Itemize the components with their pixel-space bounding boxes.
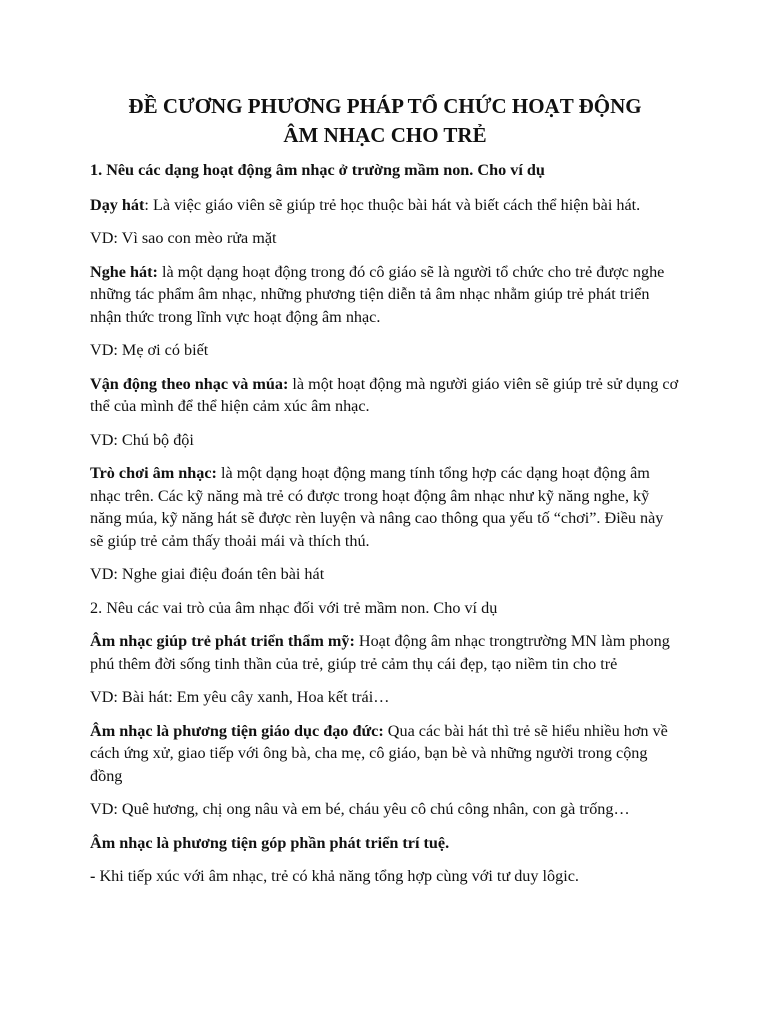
paragraph-dao-duc: [90, 720, 680, 788]
paragraph-nghe-hat: [90, 261, 680, 329]
example-2: VD: Mẹ ơi có biết: [90, 341, 209, 359]
example-5: VD: Bài hát: Em yêu cây xanh, Hoa kết trái…: [90, 688, 390, 706]
paragraph-tro-choi: [90, 462, 680, 552]
term-dao-duc: Âm nhạc là phương tiện giáo dục đạo đức:: [90, 721, 384, 740]
question-1: 1. Nêu các dạng hoạt động âm nhạc ở trường mầm non. Cho ví dụ: [90, 161, 545, 179]
text-day-hat: : Là việc giáo viên sẽ giúp trẻ học thuộc bài hát và biết cách thể hiện bài hát.: [144, 195, 641, 214]
heading-tri-tue: [90, 832, 680, 855]
term-nghe-hat: Nghe hát:: [90, 262, 158, 281]
text-dao-duc: Qua các bài hát thì trẻ sẽ hiểu nhiều hơn về cách ứng xử, giao tiếp với ông bà, cha mẹ, cô giáo, bạn bè và những người trong cộng đồng: [90, 721, 668, 785]
list-dash: -: [90, 867, 96, 885]
term-day-hat: Dạy hát: [90, 195, 145, 214]
text-tro-choi: là một dạng hoạt động mang tính tổng hợp các dạng hoạt động âm nhạc trên. Các kỹ năng mà trẻ có được trong hoạt động âm nhạc như kỹ năng nghe, kỹ năng múa, kỹ năng hát sẽ được rèn luyện và nâng cao thông qua yếu tố “chơi”. Điều này sẽ giúp trẻ cảm thấy thoải mái và thích thú.: [90, 464, 664, 550]
term-van-dong: Vận động theo nhạc và múa:: [90, 374, 289, 393]
paragraph-tu-duy: [90, 865, 680, 888]
example-3: VD: Chú bộ đội: [90, 430, 194, 449]
term-tham-my: Âm nhạc giúp trẻ phát triển thẩm mỹ:: [90, 632, 355, 650]
text-nghe-hat: là một dạng hoạt động trong đó cô giáo sẽ là người tổ chức cho trẻ được nghe những tác phẩm âm nhạc, những phương tiện diễn tả âm nhạc nhằm giúp trẻ phát triển nhận thức trong lĩnh vực hoạt động âm nhạc.: [90, 262, 665, 326]
paragraph-van-dong: [90, 373, 680, 418]
text-tham-my: Hoạt động âm nhạc trongtrường MN làm phong phú thêm đời sống tinh thần của trẻ, giúp trẻ cảm thụ cái đẹp, tạo niềm tin cho trẻ: [90, 632, 670, 673]
example-6: VD: Quê hương, chị ong nâu và em bé, cháu yêu cô chú công nhân, con gà trống…: [90, 800, 630, 818]
term-tro-choi: Trò chơi âm nhạc:: [90, 464, 217, 482]
paragraph-day-hat: [90, 194, 680, 217]
term-tri-tue: Âm nhạc là phương tiện góp phần phát triển trí tuệ.: [90, 833, 450, 852]
document-title: [90, 92, 680, 150]
example-1: VD: Vì sao con mèo rửa mặt: [90, 229, 277, 247]
title-line-2: ÂM NHẠC CHO TRẺ: [283, 123, 487, 147]
text-tu-duy: Khi tiếp xúc với âm nhạc, trẻ có khả năng tổng hợp cùng với tư duy lôgic.: [95, 867, 579, 885]
text-van-dong: là một hoạt động mà người giáo viên sẽ giúp trẻ sử dụng cơ thể của mình để thể hiện cảm xúc âm nhạc.: [90, 374, 679, 415]
question-2: 2. Nêu các vai trò của âm nhạc đối với trẻ mầm non. Cho ví dụ: [90, 598, 498, 617]
title-line-1: ĐỀ CƯƠNG PHƯƠNG PHÁP TỔ CHỨC HOẠT ĐỘNG: [128, 94, 642, 118]
paragraph-tham-my: [90, 630, 680, 675]
example-4: VD: Nghe giai điệu đoán tên bài hát: [90, 565, 325, 583]
